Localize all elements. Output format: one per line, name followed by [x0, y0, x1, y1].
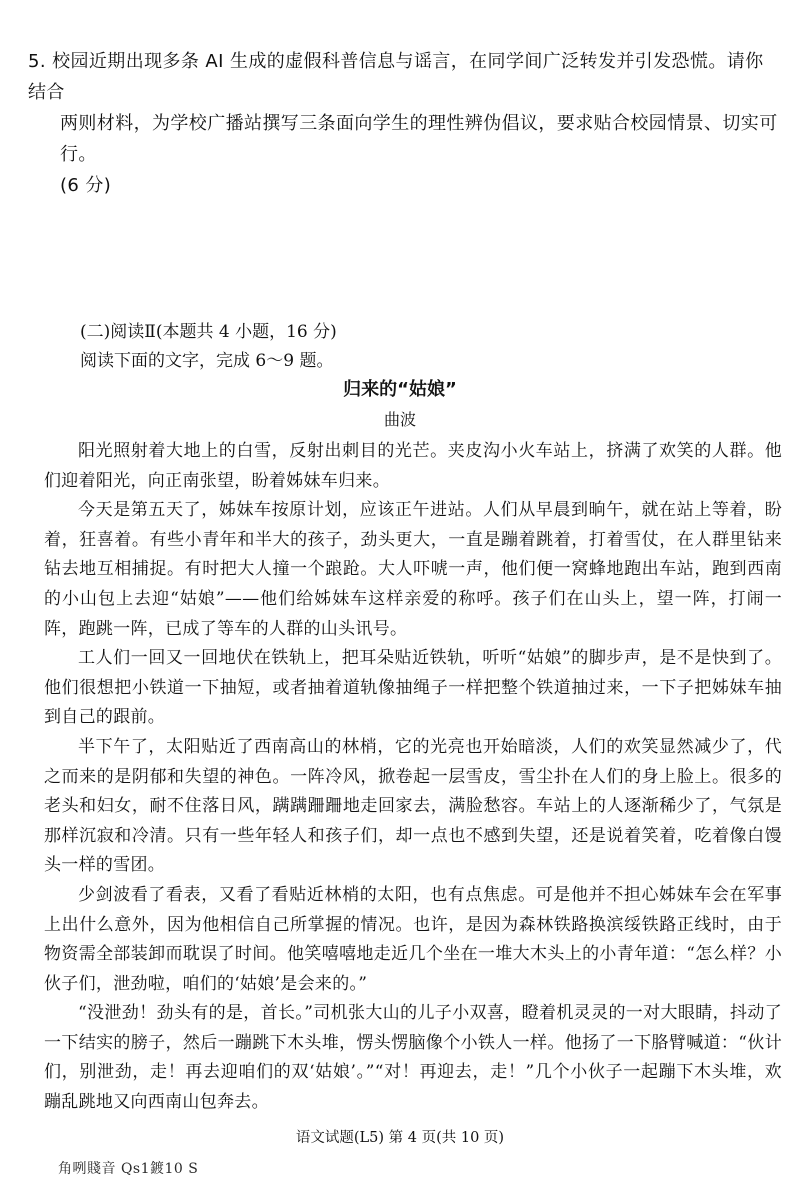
question-5 [28, 46, 780, 201]
reading-section-header [80, 318, 770, 376]
scan-watermark: 角咧賤音 Qs1鍍10 S [58, 1161, 199, 1177]
page-footer: 语文试题(L5) 第 4 页(共 10 页) [295, 1130, 505, 1146]
question-5-line-1: 5. 校园近期出现多条 AI 生成的虚假科普信息与谣言，在同学间广泛转发并引发恐慌。请你结合 [28, 51, 764, 103]
article-paragraph: “没泄劲！劲头有的是，首长。”司机张大山的儿子小双喜，瞪着机灵灵的一对大眼睛，抖动了一下结实的膀子，然后一蹦跳下木头堆，愣头愣脑像个小铁人一样。他扬了一下胳臂喊道：“伙计们，别泄劲，走！再去迎咱们的双‘姑娘’。”“对！再迎去，走！”几个小伙子一起蹦下木头堆，欢蹦乱跳地又向西南山包奔去。 [44, 1003, 782, 1113]
article-paragraph: 工人们一回又一回地伏在铁轨上，把耳朵贴近铁轨，听听“姑娘”的脚步声，是不是快到了。他们很想把小铁道一下抽短，或者抽着道轨像抽绳子一样把整个铁道抽过来，一下子把姊妹车抽到自己的跟前。 [44, 648, 782, 728]
article-paragraph: 少剑波看了看表，又看了看贴近林梢的太阳，也有点焦虑。可是他并不担心姊妹车会在军事上出什么意外，因为他相信自己所掌握的情况。也许，是因为森林铁路换滨绥铁路正线时，由于物资需全部装卸而耽误了时间。他笑嘻嘻地走近几个坐在一堆大木头上的小青年道：“怎么样？小伙子们，泄劲啦，咱们的‘姑娘’是会来的。” [44, 884, 782, 994]
article-paragraph: 今天是第五天了，姊妹车按原计划，应该正午进站。人们从早晨到晌午，就在站上等着，盼着，狂喜着。有些小青年和半大的孩子，劲头更大，一直是蹦着跳着，打着雪仗，在人群里钻来钻去地互相捕捉。有时把大人撞一个踉跄。大人吓唬一声，他们便一窝蜂地跑出车站，跑到西南的小山包上去迎“姑娘”——他们给姊妹车这样亲爱的称呼。孩子们在山头上，望一阵，打闹一阵，跑跳一阵，已成了等车的人群的山头讯号。 [44, 500, 782, 639]
question-5-line-2: 两则材料，为学校广播站撰写三条面向学生的理性辨伪倡议，要求贴合校园情景、切实可行。 [60, 113, 778, 165]
article-paragraph: 半下午了，太阳贴近了西南高山的林梢，它的光亮也开始暗淡，人们的欢笑显然减少了，代之而来的是阴郁和失望的神色。一阵冷风，掀卷起一层雪皮，雪尘扑在人们的身上脸上。很多的老头和妇女，耐不住落日风，蹒蹒跚跚地走回家去，满脸愁容。车站上的人逐渐稀少了，气氛是那样沉寂和冷清。只有一些年轻人和孩子们，却一点也不感到失望，还是说着笑着，吃着像白馒头一样的雪团。 [44, 736, 782, 876]
article-title: 归来的“姑娘” [343, 379, 457, 400]
question-5-score: (6 分) [60, 175, 112, 196]
article-paragraph: 阳光照射着大地上的白雪，反射出刺目的光芒。夹皮沟小火车站上，挤满了欢笑的人群。他们迎着阳光，向正南张望，盼着姊妹车归来。 [44, 441, 782, 491]
section-heading: (二)阅读Ⅱ(本题共 4 小题，16 分) [80, 322, 337, 342]
article-body [44, 437, 782, 1118]
section-instruction: 阅读下面的文字，完成 6～9 题。 [80, 351, 334, 371]
article-author: 曲波 [383, 410, 416, 429]
